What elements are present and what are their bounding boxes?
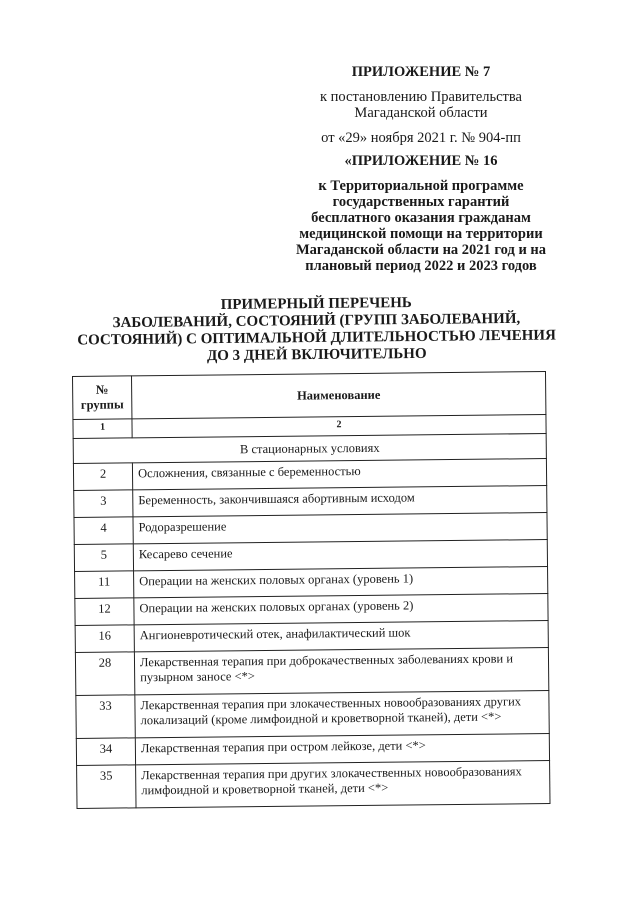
group-number: 33: [76, 695, 135, 739]
inner-appendix-line: плановый период 2022 и 2023 годов: [305, 258, 537, 274]
section-title: В стационарных условиях: [73, 434, 546, 464]
group-number: 11: [75, 571, 134, 599]
appendix-title: ПРИЛОЖЕНИЕ № 7: [351, 64, 491, 80]
inner-appendix-line: медицинской помощи на территории: [299, 226, 543, 242]
group-name: Лекарственная терапия при злокачественных новообразованиях других локализаций (кроме лимфоидной и кроветворной тканей), дети <*>: [135, 691, 549, 738]
group-name: Осложнения, связанные с беременностью: [132, 459, 546, 490]
group-name: Операции на женских половых органах (уровень 2): [134, 594, 548, 625]
inner-appendix-title: «ПРИЛОЖЕНИЕ № 16: [344, 153, 498, 169]
group-name: Ангионевротический отек, анафилактический шок: [134, 621, 548, 652]
group-number: 28: [75, 652, 134, 696]
inner-appendix-line: Магаданской области на 2021 год и на: [295, 242, 547, 258]
header-group-number: [73, 376, 132, 420]
disease-table-wrapper: [72, 371, 551, 809]
group-number: 34: [76, 738, 135, 766]
group-name: Кесарево сечение: [133, 540, 547, 571]
group-name: Родоразрешение: [133, 513, 547, 544]
group-name: Лекарственная терапия при других злокачественных новообразованиях лимфоидной и кроветворной тканей, дети <*>: [136, 761, 550, 808]
appendix-block: [286, 64, 556, 146]
column-number: 1: [73, 419, 132, 439]
table-row: [75, 648, 548, 696]
table-header-row: [73, 372, 546, 420]
appendix-date: от «29» ноября 2021 г. № 904-пп: [321, 130, 521, 146]
group-number: 5: [74, 544, 133, 572]
title-line: СОСТОЯНИЙ) С ОПТИМАЛЬНОЙ ДЛИТЕЛЬНОСТЬЮ ЛЕЧЕНИЯ: [77, 327, 556, 349]
group-number: 2: [73, 463, 132, 491]
title-line: ПРИМЕРНЫЙ ПЕРЕЧЕНЬ: [220, 295, 412, 314]
header-name: Наименование: [132, 372, 546, 419]
group-number: 12: [75, 598, 134, 626]
table-row: [77, 761, 550, 809]
group-number: 4: [74, 517, 133, 545]
column-number: 2: [132, 415, 546, 438]
group-number: 16: [75, 625, 134, 653]
appendix-line: к постановлению Правительства: [320, 89, 522, 105]
inner-appendix-line: государственных гарантий: [332, 194, 510, 210]
disease-table: [72, 371, 551, 809]
document-title: [64, 293, 570, 366]
title-line: ЗАБОЛЕВАНИЙ, СОСТОЯНИЙ (ГРУПП ЗАБОЛЕВАНИЙ,: [112, 310, 521, 332]
inner-appendix-block: [286, 153, 556, 274]
table-row: [76, 691, 549, 739]
inner-appendix-line: к Территориальной программе: [318, 178, 524, 194]
header-num-symbol: №: [95, 382, 109, 397]
header-num-label: группы: [80, 397, 124, 412]
group-number: 35: [77, 765, 136, 809]
appendix-line: Магаданской области: [354, 105, 488, 121]
group-name: Операции на женских половых органах (уровень 1): [134, 567, 548, 598]
group-name: Лекарственная терапия при доброкачественных заболеваниях крови и пузырном заносе <*>: [134, 648, 548, 695]
group-name: Беременность, закончившаяся абортивным исходом: [133, 486, 547, 517]
group-name: Лекарственная терапия при остром лейкозе, дети <*>: [135, 734, 549, 765]
group-number: 3: [74, 490, 133, 518]
inner-appendix-line: бесплатного оказания гражданам: [311, 210, 531, 226]
title-line: ДО 3 ДНЕЙ ВКЛЮЧИТЕЛЬНО: [206, 345, 427, 365]
